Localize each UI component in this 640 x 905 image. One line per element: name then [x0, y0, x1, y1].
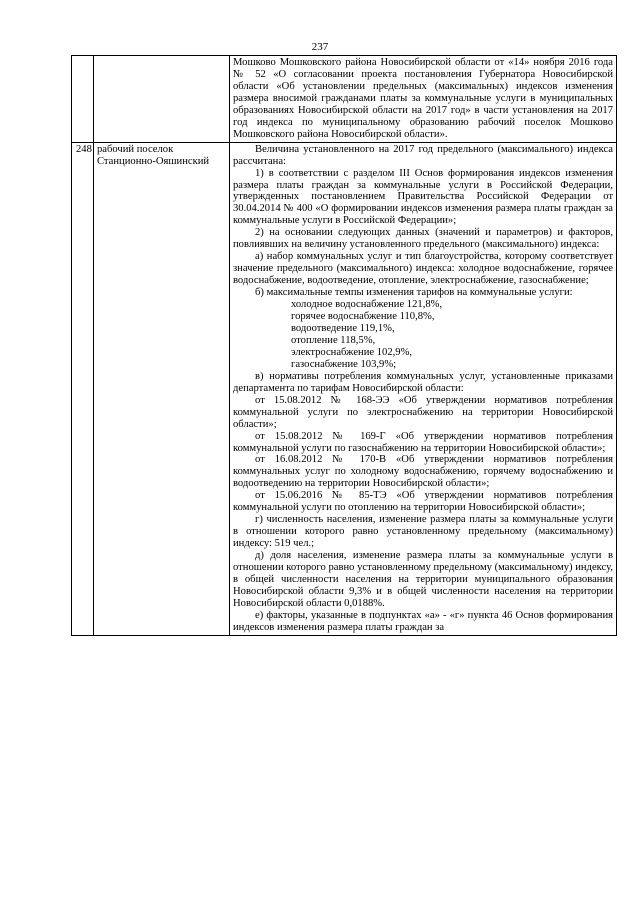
paragraph-v: в) нормативы потребления коммунальных услуг, установленные приказами департамента по тарифам Новосибирской области: [233, 370, 613, 394]
paragraph-d: д) доля населения, изменение размера платы за коммунальные услуги в отношении которого равно установленному предельному (максимальному) индексу, в общей численности населения на территории муниципального образования Новосибирской области 9,3% и в общей численности населения на территории Новосибирской области 0,0188%. [233, 550, 613, 609]
paragraph-b: б) максимальные темпы изменения тарифов на коммунальные услуги: [255, 287, 573, 299]
page-number: 237 [311, 41, 329, 53]
place-name: Станционно-Ояшинский [97, 155, 210, 167]
tariff-item: водоотведение 119,1%, [291, 322, 395, 334]
paragraph-a: а) набор коммунальных услуг и тип благоустройства, которому соответствует значение предельного (максимального) индекса: холодное водоснабжение, горячее водоснабжение, водоотведение, отопление, электроснабжение, газоснабжение; [233, 251, 613, 287]
order-item: от 15.08.2012 № 168-ЭЭ «Об утверждении нормативов потребления коммунальной услуги по электроснабжению на территории Новосибирской области»; [233, 394, 613, 430]
tariff-item: отопление 118,5%, [291, 334, 376, 346]
place-cell [94, 142, 230, 635]
table-row-248 [72, 142, 617, 635]
table-row-continued [72, 56, 617, 143]
tariff-item: холодное водоснабжение 121,8%, [291, 299, 443, 311]
tariff-item: горячее водоснабжение 110,8%, [291, 311, 435, 323]
continued-paragraph: Мошково Мошковского района Новосибирской области от «14» ноября 2016 года № 52 «О согласовании проекта постановления Губернатора Новосибирской области «Об установлении предельных (максимальных) индексов изменения размера вносимой гражданами платы за коммунальные услуги в муниципальных образованиях Новосибирской области на 2017 год» в части установления на 2017 год индекса по муниципальному образованию рабочий поселок Мошково Мошковского района Новосибирской области». [233, 57, 613, 140]
place-type: рабочий поселок [97, 143, 174, 155]
index-table [71, 55, 617, 636]
intro-paragraph: Величина установленного на 2017 год предельного (максимального) индекса рассчитана: [233, 143, 613, 167]
paragraph-2: 2) на основании следующих данных (значений и параметров) и факторов, повлиявших на величину установленного предельного (максимального) индекса: [233, 227, 613, 251]
row-number: 248 [72, 142, 94, 635]
tariff-item: электроснабжение 102,9%, [291, 346, 413, 358]
tariff-item: газоснабжение 103,9%; [291, 358, 397, 370]
paragraph-1: 1) в соответствии с разделом III Основ формирования индексов изменения размера платы граждан за коммунальные услуги в Российской Федерации, утвержденных постановлением Правительства Российской Федерации от 30.04.2014 № 400 «О формировании индексов изменения размера платы граждан за коммунальные услуги в Российской Федерации»; [233, 167, 613, 227]
content-cell [230, 56, 617, 143]
order-item: от 15.08.2012 № 169-Г «Об утверждении нормативов потребления коммунальной услуги по газоснабжению на территории Новосибирской области»; [233, 430, 613, 454]
order-item: от 16.08.2012 № 170-В «Об утверждении нормативов потребления коммунальных услуг по холодному водоснабжению, горячему водоснабжению и водоотведению на территории Новосибирской области»; [233, 454, 613, 490]
paragraph-e: е) факторы, указанные в подпунктах «а» - «г» пункта 46 Основ формирования индексов изменения размера платы граждан за [233, 609, 613, 633]
place-cell [94, 56, 230, 143]
order-item: от 15.06.2016 № 85-ТЭ «Об утверждении нормативов потребления коммунальной услуги по отоплению на территории Новосибирской области»; [233, 490, 613, 514]
row-number-cell [72, 56, 94, 143]
content-cell [230, 142, 617, 635]
paragraph-g: г) численность населения, изменение размера платы за коммунальные услуги в отношении которого равно установленному предельному (максимальному) индексу: 519 чел.; [233, 514, 613, 550]
